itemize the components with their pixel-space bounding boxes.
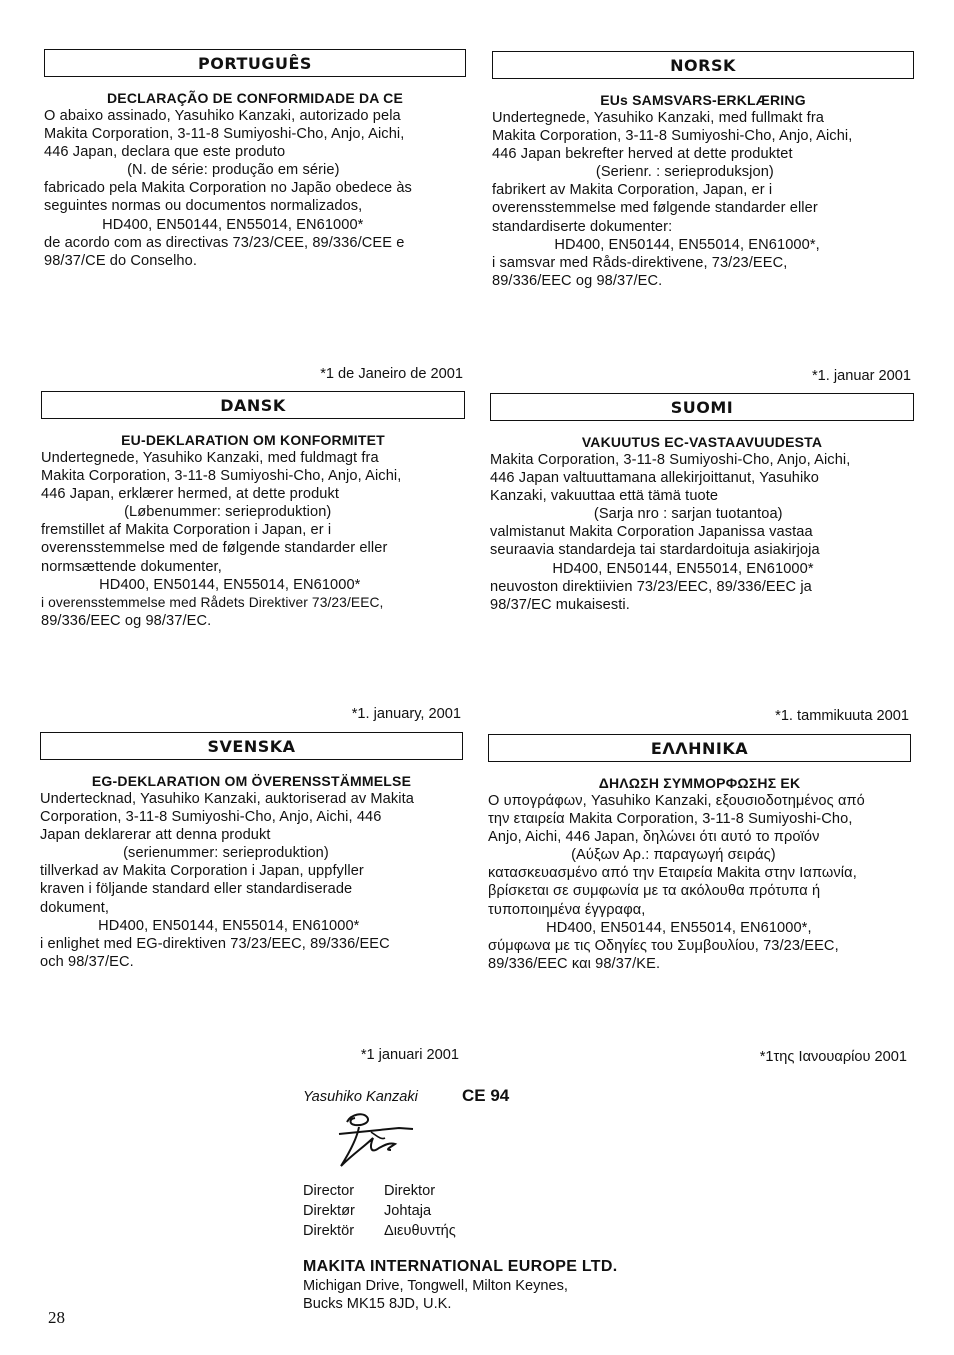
section-dansk <box>41 391 465 630</box>
body-line: (Løbenummer: serieproduktion) <box>41 504 332 521</box>
body-line: 89/336/EEC og 98/37/EC. <box>41 612 212 629</box>
section-heading: PORTUGUÊS <box>44 49 466 77</box>
body-line: 446 Japan valtuuttamana allekirjoittanut, Yasuhiko <box>490 470 819 487</box>
declaration-title: ΔΗΛΩΣΗ ΣΥΜΜΟΡΦΩΣΗΣ ΕΚ <box>598 775 801 791</box>
section-heading: SUOMI <box>490 393 914 421</box>
section-norsk <box>492 51 914 290</box>
section-svenska <box>40 732 463 971</box>
body-line: seuraavia standardeja tai stardardoituja asiakirjoja <box>490 542 820 559</box>
body-line: dokument, <box>40 899 110 916</box>
address-line: Michigan Drive, Tongwell, Milton Keynes, <box>303 1278 568 1294</box>
body-line: 446 Japan, erklærer hermed, at dette produkt <box>41 486 340 503</box>
declaration-title: EU-DEKLARATION OM KONFORMITET <box>121 432 385 448</box>
body-line: HD400, EN50144, EN55014, EN61000*, <box>488 919 812 936</box>
body-line: kraven i följande standard eller standardiserade <box>40 881 353 898</box>
declaration-date: *1 januari 2001 <box>360 1047 459 1063</box>
body-line: 89/336/EEC og 98/37/EC. <box>492 272 663 289</box>
declaration-body <box>40 790 463 971</box>
body-line: (N. de série: produção em série) <box>44 162 340 179</box>
declaration-date: *1. januar 2001 <box>812 368 911 384</box>
section-heading: SVENSKA <box>40 732 463 760</box>
declaration-date: *1της Ιανουαρίου 2001 <box>759 1049 907 1065</box>
declaration-title: EUs SAMSVARS-ERKLÆRING <box>600 92 806 108</box>
section-portugues <box>44 49 466 270</box>
body-line: βρίσκεται σε συμφωνία με τα ακόλουθα πρότυπα ή <box>488 883 821 900</box>
page-number: 28 <box>48 1308 65 1327</box>
body-line: fabricado pela Makita Corporation no Japão obedece às <box>44 180 412 197</box>
body-line: 98/37/EC mukaisesti. <box>490 596 630 613</box>
declaration-body <box>44 107 466 270</box>
body-line: Makita Corporation, 3-11-8 Sumiyoshi-Cho, Anjo, Aichi, <box>44 126 405 143</box>
title-label: Direktør <box>303 1203 355 1219</box>
body-line: HD400, EN50144, EN55014, EN61000* <box>490 560 814 577</box>
body-line: HD400, EN50144, EN55014, EN61000* <box>41 576 361 593</box>
declaration-body <box>488 792 911 973</box>
body-line: (Sarja nro : sarjan tuotantoa) <box>490 506 783 523</box>
body-line: Undertecknad, Yasuhiko Kanzaki, auktoriserad av Makita <box>40 791 414 807</box>
body-line: i overensstemmelse med Rådets Direktiver 73/23/EEC, <box>41 594 384 610</box>
body-line: 98/37/CE do Conselho. <box>44 252 198 269</box>
body-line: tillverkad av Makita Corporation i Japan, uppfyller <box>40 863 364 880</box>
body-line: (serienummer: serieproduktion) <box>40 845 329 862</box>
body-line: O abaixo assinado, Yasuhiko Kanzaki, autorizado pela <box>44 108 401 124</box>
body-line: σύμφωνα με τις Οδηγίες του Συμβουλίου, 73/23/EEC, <box>488 937 839 954</box>
body-line: Japan deklarerar att denna produkt <box>40 827 271 844</box>
declaration-title: VAKUUTUS EC-VASTAAVUUDESTA <box>581 434 823 450</box>
company-address <box>303 1277 568 1313</box>
body-line: Makita Corporation, 3-11-8 Sumiyoshi-Cho, Anjo, Aichi, <box>492 128 853 145</box>
body-line: i enlighet med EG-direktiven 73/23/EEC, 89/336/EEC <box>40 935 390 952</box>
declaration-title: EG-DEKLARATION OM ÖVERENSSTÄMMELSE <box>91 773 412 789</box>
title-label: Direktör <box>303 1223 355 1239</box>
body-line: 89/336/EEC και 98/37/KE. <box>488 955 661 972</box>
title-label: Director <box>303 1183 355 1199</box>
body-line: neuvoston direktiivien 73/23/EEC, 89/336/EEC ja <box>490 578 812 595</box>
body-line: de acordo com as directivas 73/23/CEE, 89/336/CEE e <box>44 234 405 251</box>
declaration-date: *1. january, 2001 <box>351 706 461 722</box>
body-line: overensstemmelse med følgende standarder eller <box>492 200 818 217</box>
body-line: (Αύξων Αρ.: παραγωγή σειράς) <box>488 847 776 864</box>
body-line: (Serienr. : serieproduksjon) <box>492 164 774 181</box>
declaration-body <box>490 451 914 614</box>
body-line: τυποποιημένα έγγραφα, <box>488 901 646 918</box>
body-line: och 98/37/EC. <box>40 953 134 970</box>
body-line: i samsvar med Råds-direktivene, 73/23/EEC, <box>492 254 788 271</box>
declaration-body <box>492 109 914 290</box>
title-row <box>303 1201 456 1221</box>
body-line: Undertegnede, Yasuhiko Kanzaki, med fullmakt fra <box>492 110 824 126</box>
signatory-titles <box>303 1181 456 1241</box>
title-row <box>303 1221 456 1241</box>
body-line: normsættende dokumenter, <box>41 558 222 575</box>
body-line: HD400, EN50144, EN55014, EN61000*, <box>492 236 820 253</box>
body-line: Anjo, Aichi, 446 Japan, δηλώνει ότι αυτό το προϊόν <box>488 829 820 846</box>
body-line: Makita Corporation, 3-11-8 Sumiyoshi-Cho, Anjo, Aichi, <box>490 452 851 468</box>
declaration-title: DECLARAÇÃO DE CONFORMIDADE DA CE <box>107 90 403 106</box>
body-line: overensstemmelse med de følgende standarder eller <box>41 540 388 557</box>
declaration-date: *1 de Janeiro de 2001 <box>320 366 463 382</box>
body-line: HD400, EN50144, EN55014, EN61000* <box>44 216 364 233</box>
body-line: την εταιρεία Makita Corporation, 3-11-8 Sumiyoshi-Cho, <box>488 811 853 828</box>
signatory-name: Yasuhiko Kanzaki <box>303 1089 418 1105</box>
body-line: Corporation, 3-11-8 Sumiyoshi-Cho, Anjo, Aichi, 446 <box>40 809 382 826</box>
title-label: Direktor <box>384 1183 436 1199</box>
declaration-date: *1. tammikuuta 2001 <box>775 708 909 724</box>
section-heading: DANSK <box>41 391 465 419</box>
body-line: valmistanut Makita Corporation Japanissa vastaa <box>490 524 813 541</box>
section-suomi <box>490 393 914 614</box>
declaration-body <box>41 449 465 630</box>
body-line: Kanzaki, vakuuttaa että tämä tuote <box>490 488 719 505</box>
body-line: HD400, EN50144, EN55014, EN61000* <box>40 917 360 934</box>
ce-mark: CE 94 <box>462 1086 510 1105</box>
body-line: Ο υπογράφων, Yasuhiko Kanzaki, εξουσιοδοτημένος από <box>488 793 865 809</box>
body-line: Makita Corporation, 3-11-8 Sumiyoshi-Cho, Anjo, Aichi, <box>41 468 402 485</box>
section-ellinika <box>488 734 911 973</box>
company-name: MAKITA INTERNATIONAL EUROPE LTD. <box>303 1258 618 1275</box>
body-line: 446 Japan bekrefter herved at dette produktet <box>492 146 793 163</box>
body-line: Undertegnede, Yasuhiko Kanzaki, med fuldmagt fra <box>41 450 379 466</box>
body-line: fabrikert av Makita Corporation, Japan, er i <box>492 182 773 199</box>
title-label: Johtaja <box>384 1203 432 1219</box>
body-line: fremstillet af Makita Corporation i Japan, er i <box>41 522 332 539</box>
section-heading: ΕΛΛΗΝΙΚΑ <box>488 734 911 762</box>
body-line: standardiserte dokumenter: <box>492 218 673 235</box>
title-row <box>303 1181 456 1201</box>
section-heading: NORSK <box>492 51 914 79</box>
address-line: Bucks MK15 8JD, U.K. <box>303 1296 452 1312</box>
body-line: κατασκευασμένο από την Εταιρεία Makita στην Ιαπωνία, <box>488 865 857 882</box>
body-line: seguintes normas ou documentos normalizados, <box>44 198 363 215</box>
body-line: 446 Japan, declara que este produto <box>44 144 286 161</box>
title-label: Διευθυντής <box>384 1223 456 1239</box>
handwritten-signature <box>333 1110 417 1172</box>
